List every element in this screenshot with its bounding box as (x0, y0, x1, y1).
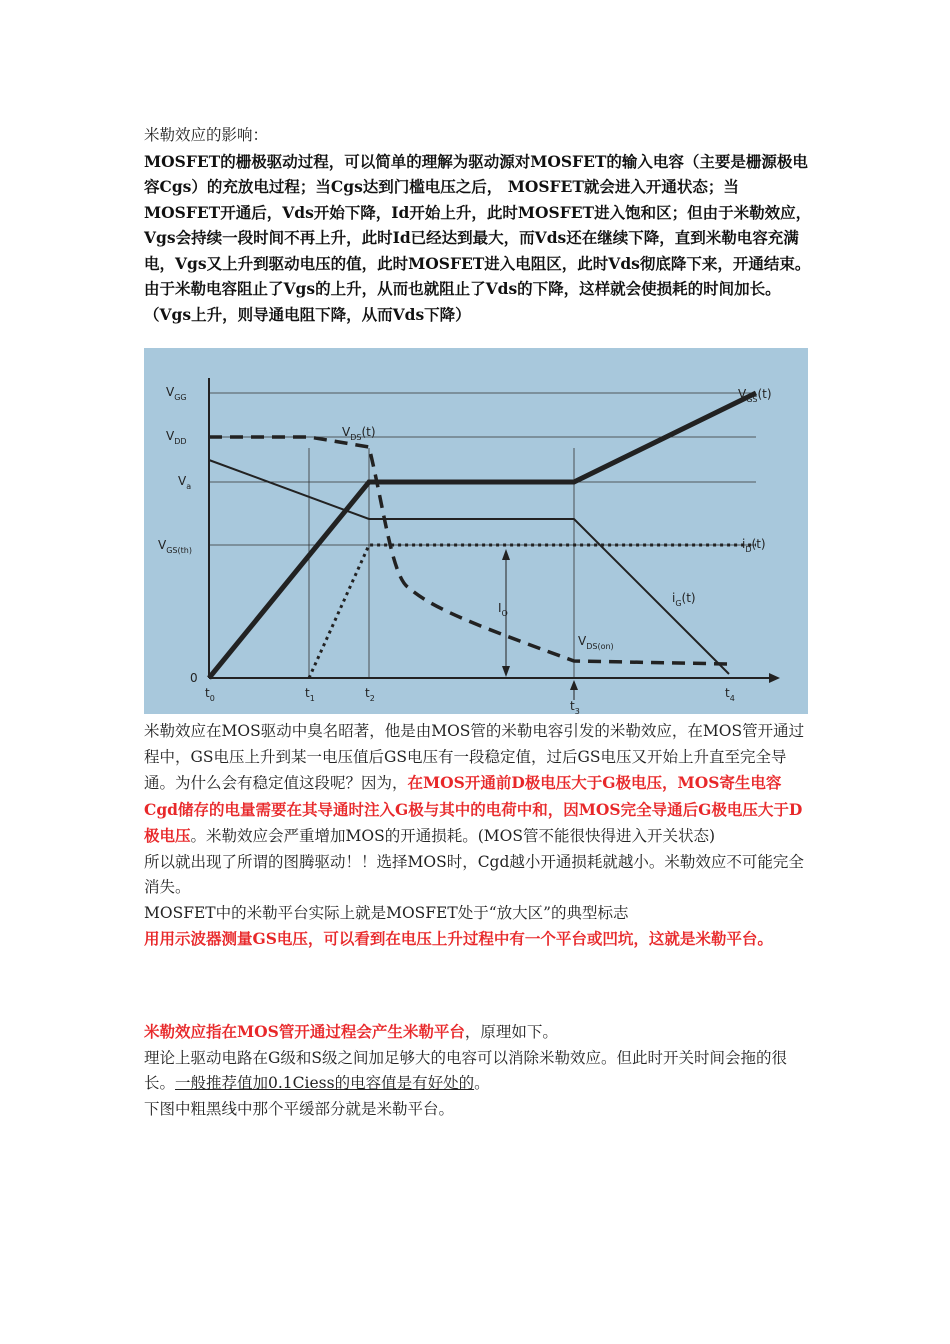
label-vgsth: $V_{GS(th)}$ (158, 538, 192, 555)
label-zero: 0 (190, 671, 198, 685)
label-va: $V_a$ (178, 474, 192, 491)
highlight-red-reason: 在MOS开通前D极电压大于G极电压，MOS寄生电容Cgd储存的电量需要在其导通时注入G极与其中的电荷中和，因MOS完全导通后G极电压大于D极电压 (144, 773, 803, 845)
paragraph-gate-drive: MOSFET的栅极驱动过程，可以简单的理解为驱动源对MOSFET的输入电容（主要是栅源极电容Cgs）的充放电过程；当Cgs达到门槛电压之后， MOSFET就会进入开通状态；当MOSFET开通后，Vds开始下降，Id开始上升，此时MOSFET进入饱和区；但由于米勒效应，Vgs会持续一段时间不再上升，此时Id已经达到最大，而Vds还在继续下降，直到米勒电容充满电，Vgs又上升到驱动电压的值，此时MOSFET进入电阻区，此时Vds彻底降下来，开通结束。 (144, 151, 812, 273)
label-id-t: $i_D(t)$ (742, 537, 766, 554)
underlined-recommendation: 一般推荐值加0.1Ciess的电容值是有好处的 (175, 1074, 475, 1092)
label-vgg: $V_{GG}$ (166, 385, 187, 402)
label-ig-t: $i_G(t)$ (672, 591, 696, 608)
label-vgs-t: $V_{GS}(t)$ (738, 387, 772, 404)
vds-curve (209, 437, 729, 664)
highlight-red-definition: 米勒效应指在MOS管开通过程会产生米勒平台 (144, 1022, 465, 1041)
label-vds-on: $V_{DS(on)}$ (578, 634, 614, 651)
paragraph-oscilloscope: 用用示波器测量GS电压，可以看到在电压上升过程中有一个平台或凹坑，这就是米勒平台。 (144, 929, 773, 948)
section-heading: 米勒效应的影响： (144, 126, 269, 144)
miller-plateau-diagram (144, 348, 808, 714)
section-miller-plateau (144, 1019, 814, 1122)
id-curve (309, 545, 756, 678)
ig-curve (209, 460, 729, 674)
label-t1: $t_1$ (305, 686, 315, 703)
section-miller-effect (144, 719, 814, 952)
label-io: $I_O$ (498, 601, 508, 618)
waveform-svg (144, 348, 808, 714)
paragraph-amplification-region: MOSFET中的米勒平台实际上就是MOSFET处于“放大区”的典型标志 (144, 903, 629, 922)
paragraph-totem-drive: 所以就出现了所谓的图腾驱动！！选择MOS时，Cgd越小开通损耗就越小。米勒效应不可能完全消失。 (144, 852, 804, 896)
io-arrow-down-icon (502, 666, 510, 677)
paragraph-capacitor-advice: 理论上驱动电路在G级和S级之间加足够大的电容可以消除米勒效应。但此时开关时间会拖的很长。一般推荐值加0.1Ciess的电容值是有好处的。 (144, 1048, 788, 1092)
label-t2: $t_2$ (365, 686, 375, 703)
label-vds-t: $V_{DS}(t)$ (342, 425, 376, 442)
paragraph-plateau-definition: 米勒效应指在MOS管开通过程会产生米勒平台，原理如下。 (144, 1022, 558, 1041)
section-intro (144, 123, 814, 327)
paragraph-miller-capacitance: 由于米勒电容阻止了Vgs的上升，从而也就阻止了Vds的下降，这样就会使损耗的时间加长。（Vgs上升，则导通电阻下降，从而Vds下降） (144, 279, 781, 324)
paragraph-miller-explanation: 米勒效应在MOS驱动中臭名昭著，他是由MOS管的米勒电容引发的米勒效应，在MOS管开通过程中，GS电压上升到某一电压值后GS电压有一段稳定值，过后GS电压又开始上升直至完全导通。为什么会有稳定值这段呢？因为，在MOS开通前D极电压大于G极电压，MOS寄生电容Cgd储存的电量需要在其导通时注入G极与其中的电荷中和，因MOS完全导通后G极电压大于D极电压。米勒效应会严重增加MOS的开通损耗。(MOS管不能很快得进入开关状态) (144, 722, 805, 845)
label-t3: $t_3$ (570, 699, 580, 714)
label-t0: $t_0$ (205, 686, 215, 703)
paragraph-figure-note: 下图中粗黑线中那个平缓部分就是米勒平台。 (144, 1099, 455, 1118)
t3-arrow-icon (570, 680, 578, 690)
label-vdd: $V_{DD}$ (166, 429, 187, 446)
label-t4: $t_4$ (725, 686, 735, 703)
vgs-curve (209, 393, 756, 678)
io-arrow-up-icon (502, 549, 510, 560)
x-axis-arrowhead (769, 673, 780, 683)
